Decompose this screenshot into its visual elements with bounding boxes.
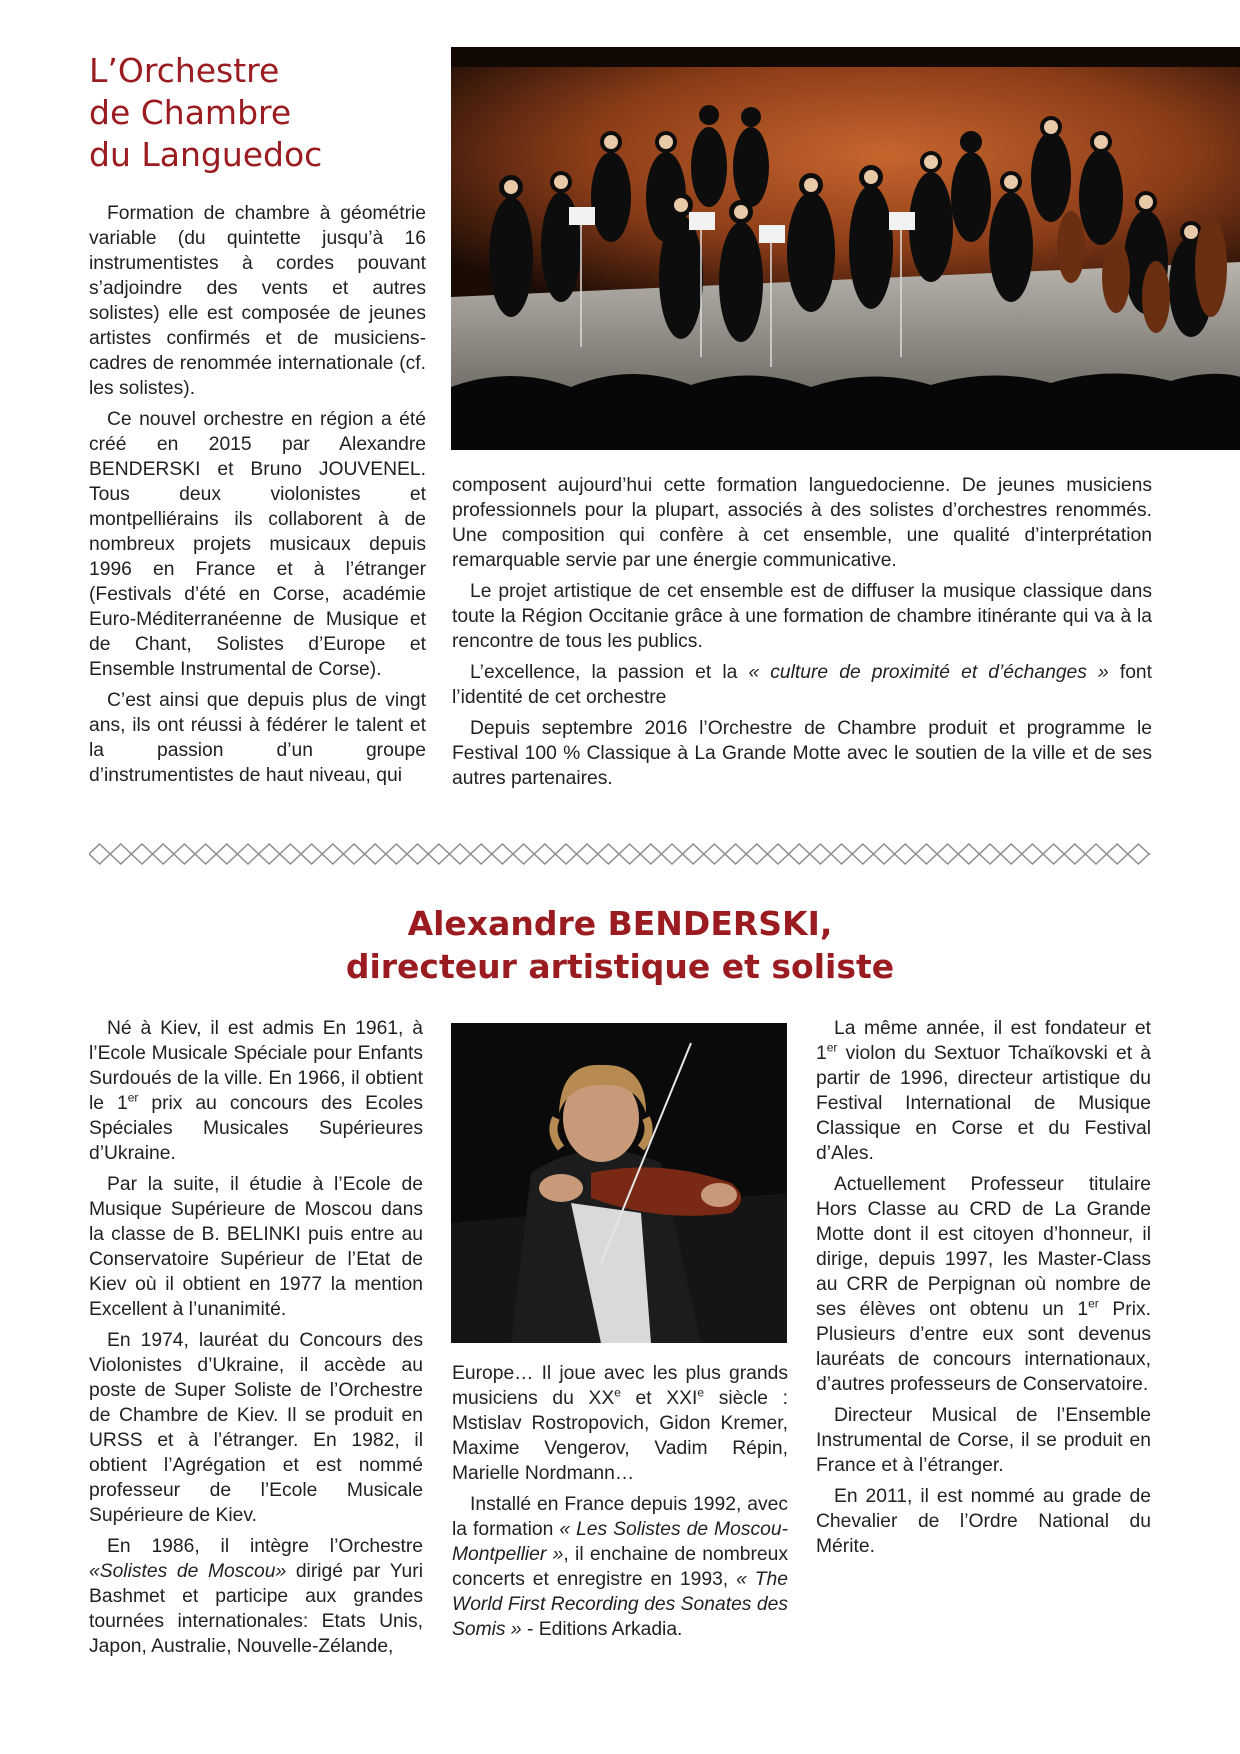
divider-diamond [386, 844, 407, 864]
divider-diamond [746, 844, 767, 864]
superscript: er [1088, 1296, 1099, 1311]
text-run-italic: « Les Solistes de Moscou-Montpellier » [452, 1519, 788, 1565]
divider-diamond [365, 844, 386, 864]
divider-diamond [598, 844, 619, 864]
divider-diamond [237, 844, 258, 864]
divider-diamond [895, 844, 916, 864]
divider-diamond [831, 844, 852, 864]
superscript: er [826, 1040, 838, 1055]
text-run: prix au concours des Ecoles Spéciales Musicales Supérieures d’Ukraine. [89, 1093, 423, 1164]
text-run: violon du Sextuor Tchaïkovski et à partir de 1996, directeur artistique du Festival International de Musique Classique en Corse et du Festival d’Ales. [816, 1043, 1151, 1164]
divider-diamond [259, 844, 280, 864]
divider-diamond [1022, 844, 1043, 864]
divider-diamond [873, 844, 894, 864]
divider-diamond [852, 844, 873, 864]
text-run-italic: « culture de proximité et d’échanges » [748, 662, 1109, 683]
text-run: La même année, il est fondateur et 1 [816, 1018, 1151, 1064]
paragraph: Depuis septembre 2016 l’Orchestre de Chambre produit et programme le Festival 100 % Classique à La Grande Motte avec le soutien de la ville et de ses autres partenaires. [452, 718, 1152, 789]
superscript: e [697, 1385, 705, 1400]
paragraph: Directeur Musical de l’Ensemble Instrumental de Corse, il se produit en France et à l’étranger. [816, 1405, 1151, 1476]
title-line: du Languedoc [89, 135, 323, 174]
divider-diamond [619, 844, 640, 864]
divider-diamond [343, 844, 364, 864]
divider-diamond [640, 844, 661, 864]
divider-diamond [810, 844, 831, 864]
section2-column-middle [452, 1361, 788, 1648]
paragraph [452, 660, 1152, 710]
divider-diamond [322, 844, 343, 864]
paragraph: Par la suite, il étudie à l’Ecole de Musique Supérieure de Moscou dans la classe de B. BELINKI puis entre au Conservatoire Supérieur de l’Etat de Kiev où il obtient en 1977 la mention Excellent à l’unanimité. [89, 1174, 423, 1320]
divider-diamond [195, 844, 216, 864]
divider-diamond [534, 844, 555, 864]
text-run: Né à Kiev, il est admis En 1961, à l’Ecole Musicale Spéciale pour Enfants Surdoués de la ville. En 1966, il obtient le 1 [89, 1018, 423, 1114]
divider-diamond [174, 844, 195, 864]
text-run: dirigé par Yuri Bashmet et participe aux grandes tournées internationales: Etats Unis, Japon, Australie, Nouvelle-Zélande, [89, 1561, 423, 1657]
section2-column-left [89, 1016, 423, 1665]
superscript: e [614, 1385, 621, 1400]
text-run: Prix. Plusieurs d’entre eux sont devenus lauréats de concours internationaux, d’autres professeurs de Conservatoire. [816, 1299, 1151, 1395]
title-line: de Chambre [89, 93, 292, 132]
text-run: - Editions Arkadia. [521, 1619, 683, 1640]
title-line: directeur artistique et soliste [345, 947, 895, 986]
divider-diamond [153, 844, 174, 864]
title-line: Alexandre BENDERSKI, [407, 904, 833, 943]
paragraph: En 2011, il est nommé au grade de Chevalier de l’Ordre National du Mérite. [816, 1486, 1151, 1557]
section1-left-column [89, 201, 426, 794]
divider-diamond [1043, 844, 1064, 864]
text-run: Europe… Il joue avec les plus grands musiciens du XX [452, 1363, 788, 1409]
divider-diamond [767, 844, 788, 864]
divider-diamond [89, 844, 110, 864]
text-run: font l’identité de cet orchestre [452, 662, 1152, 708]
paragraph [816, 1016, 1151, 1166]
divider-diamond [555, 844, 576, 864]
paragraph [816, 1172, 1151, 1397]
divider-diamond [428, 844, 449, 864]
divider-diamond [704, 844, 725, 864]
paragraph [452, 1361, 788, 1486]
divider-diamond [979, 844, 1000, 864]
divider-diamond [661, 844, 682, 864]
divider-diamond [131, 844, 152, 864]
divider-diamond [216, 844, 237, 864]
divider-diamond [492, 844, 513, 864]
divider-diamond [513, 844, 534, 864]
paragraph: C’est ainsi que depuis plus de vingt ans, ils ont réussi à fédérer le talent et la passion d’un groupe d’instrumentistes de haut niveau, qui [89, 690, 426, 786]
divider-diamond [683, 844, 704, 864]
section1-title [89, 50, 419, 176]
text-run: L’excellence, la passion et la [470, 662, 749, 683]
section1-right-column [452, 473, 1152, 797]
paragraph: composent aujourd’hui cette formation languedocienne. De jeunes musiciens professionnels pour la plupart, associés à des solistes d’orchestres renommés. Une composition qui confère à cet ensemble, une qualité d’interprétation remarquable servie par une énergie communicative. [452, 475, 1152, 571]
divider-diamond [471, 844, 492, 864]
paragraph [89, 1016, 423, 1166]
violinist-illustration [451, 1023, 787, 1343]
text-run: Actuellement Professeur titulaire Hors Classe au CRD de La Grande Motte dont il est citoyen d’honneur, il dirige, depuis 1997, les Master-Class au CRR de Perpignan où nombre de ses élèves ont obtenu un 1 [816, 1174, 1151, 1320]
text-run: , il enchaine de nombreux concerts et enregistre en 1993, [452, 1544, 788, 1590]
divider-diamond [937, 844, 958, 864]
divider-diamond [958, 844, 979, 864]
superscript: er [127, 1090, 139, 1105]
divider-diamond [1064, 844, 1085, 864]
divider-diamond [1085, 844, 1106, 864]
paragraph [452, 1492, 788, 1642]
section2-title [0, 902, 1240, 988]
paragraph: En 1974, lauréat du Concours des Violonistes d’Ukraine, il accède au poste de Super Soliste de l’Orchestre de Chambre de Kiev. Il se produit en URSS et à l’étranger. En 1982, il obtient l’Agrégation et est nommé professeur de l’Ecole Musicale Supérieure de Kiev. [89, 1330, 423, 1526]
text-run: et XXI [620, 1388, 698, 1409]
divider-diamond [449, 844, 470, 864]
title-line: L’Orchestre [89, 51, 280, 90]
divider-diamond [301, 844, 322, 864]
text-run-italic: « The World First Recording des Sonates des Somis » [452, 1569, 788, 1640]
divider-diamond [1001, 844, 1022, 864]
paragraph: Ce nouvel orchestre en région a été créé en 2015 par Alexandre BENDERSKI et Bruno JOUVENEL. Tous deux violonistes et montpelliérains ils collaborent à de nombreux projets musicaux depuis 1996 en France et à l’étranger (Festivals d’été en Corse, académie Euro-Méditerranéenne de Musique et de Chant, Solistes d’Europe et Ensemble Instrumental de Corse). [89, 409, 426, 680]
divider-diamond [916, 844, 937, 864]
divider-diamond [789, 844, 810, 864]
paragraph [89, 1534, 423, 1659]
text-run: Installé en France depuis 1992, avec la formation [452, 1494, 788, 1540]
orchestra-illustration [451, 47, 1240, 450]
text-run: siècle : Mstislav Rostropovich, Gidon Kremer, Maxime Vengerov, Vadim Répin, Marielle Nordmann… [452, 1388, 789, 1484]
orchestre-photo [451, 47, 1240, 450]
benderski-photo [451, 1023, 787, 1343]
paragraph: Formation de chambre à géométrie variable (du quintette jusqu’à 16 instrumentistes à cordes pouvant s’adjoindre des vents et autres solistes) elle est composée de jeunes artistes confirmés et de musiciens-cadres de renommée internationale (cf. les solistes). [89, 203, 426, 399]
divider-diamond [110, 844, 131, 864]
paragraph: Le projet artistique de cet ensemble est de diffuser la musique classique dans toute la Région Occitanie grâce à une formation de chambre itinérante qui va à la rencontre de tous les publics. [452, 581, 1152, 652]
divider-diamond [1128, 844, 1149, 864]
diamond-divider [89, 843, 1151, 865]
divider-diamond [577, 844, 598, 864]
divider-diamond [1107, 844, 1128, 864]
divider-diamond [280, 844, 301, 864]
divider-diamond [725, 844, 746, 864]
text-run: En 1986, il intègre l’Orchestre [107, 1536, 423, 1557]
section2-column-right [816, 1016, 1151, 1565]
text-run-italic: «Solistes de Moscou» [89, 1561, 287, 1582]
divider-diamond [407, 844, 428, 864]
